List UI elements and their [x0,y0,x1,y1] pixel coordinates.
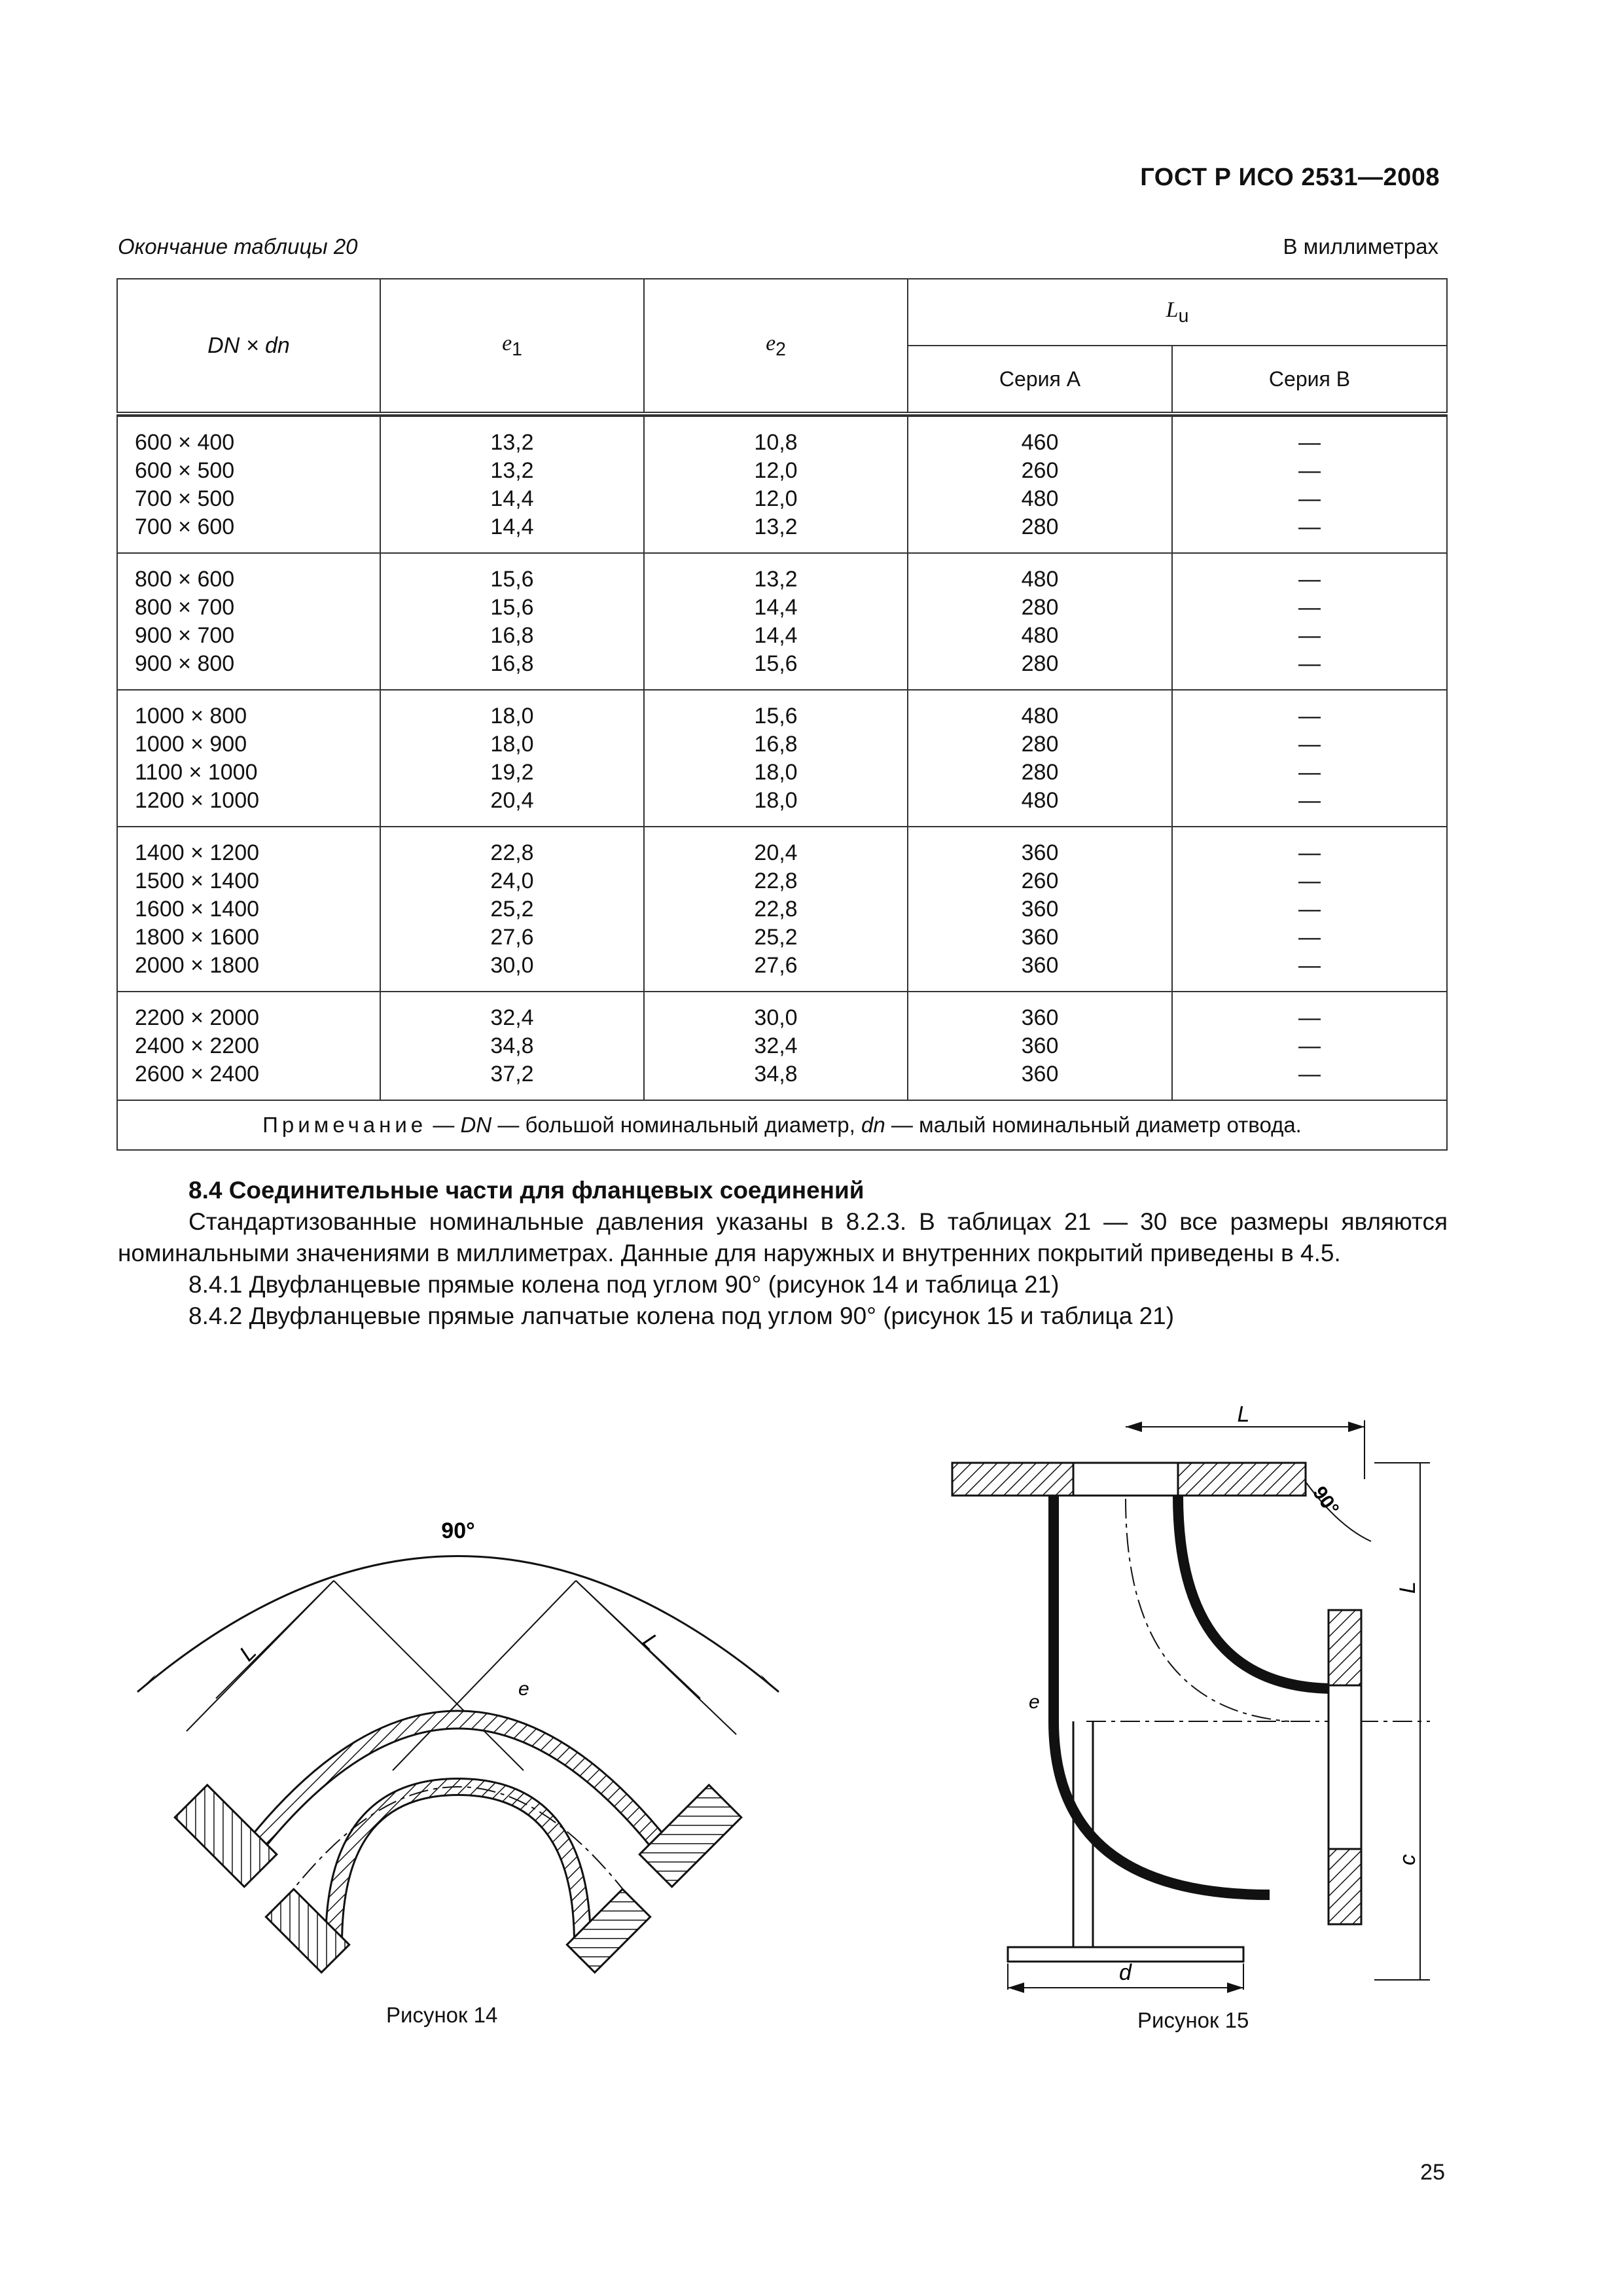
table-cell-value: 25,2 [490,897,534,922]
table-cell [908,690,1172,827]
table-cell [908,827,1172,992]
table-cell-value: — [1298,732,1321,757]
table-cell-value: 16,8 [490,623,534,648]
table-cell-value: 480 [1021,567,1059,592]
table-cell-value: 14,4 [754,623,798,648]
table-cell-value: 280 [1021,595,1059,620]
table-cell-value: 14,4 [490,486,534,511]
table-cell-value: — [1298,760,1321,785]
table-cell-value: 24,0 [490,869,534,893]
table-cell-value: 22,8 [490,840,534,865]
table-cell [644,416,908,553]
table-cell-value: 700 × 500 [135,486,235,511]
table-cell-value: 480 [1021,704,1059,728]
table-cell-value: 1200 × 1000 [135,788,260,813]
table-cell [1172,553,1447,690]
table-cell-value: — [1298,514,1321,539]
table-cell [380,992,644,1100]
dim-c: c [1395,1854,1420,1865]
table-cell-value: — [1298,623,1321,648]
table-cell-value: — [1298,953,1321,978]
table-cell-value: 32,4 [754,1033,798,1058]
table-cell [908,553,1172,690]
table-cell [117,992,380,1100]
table-cell-value: 480 [1021,788,1059,813]
table-cell-value: — [1298,1062,1321,1086]
table-cell-value: 360 [1021,1005,1059,1030]
table-cell [908,992,1172,1100]
table-cell-value: 1600 × 1400 [135,897,260,922]
table-cell-value: 34,8 [754,1062,798,1086]
table-cell-value: — [1298,595,1321,620]
angle-arc [137,1556,779,1693]
table-cell [380,690,644,827]
section-item-8-4-1: 8.4.1 Двуфланцевые прямые колена под углом 90° (рисунок 14 и таблица 21) [188,1271,1060,1298]
table-cell [117,690,380,827]
table-cell-value: 25,2 [754,925,798,950]
table-cell [117,553,380,690]
table-cell-value: 480 [1021,623,1059,648]
table-cell-value: 18,0 [490,732,534,757]
table-cell-value: 14,4 [490,514,534,539]
table-cell-value: 260 [1021,869,1059,893]
table-note: Примечание — DN — большой номинальный диаметр, dn — малый номинальный диаметр отвода. [117,1100,1447,1150]
table-cell-value: 15,6 [754,704,798,728]
table-cell-value: — [1298,430,1321,455]
table-cell-value: 32,4 [490,1005,534,1030]
table-cell-value: 13,2 [490,458,534,483]
table-note-row [117,1100,1447,1150]
table-cell-value: 460 [1021,430,1059,455]
table-cell-value: 280 [1021,514,1059,539]
table-cell-value: 22,8 [754,869,798,893]
table-row-group [117,690,1447,827]
table-cell-value: 16,8 [490,651,534,676]
table-cell-value: 16,8 [754,732,798,757]
table-row-group [117,827,1447,992]
table-cell [1172,416,1447,553]
table-cell [644,553,908,690]
table-cell [380,416,644,553]
table-cell [380,827,644,992]
table-cell-value: 360 [1021,840,1059,865]
table-cell-value: 37,2 [490,1062,534,1086]
table-cell-value: 260 [1021,458,1059,483]
table-cell-value: 18,0 [490,704,534,728]
table-cell-value: 360 [1021,925,1059,950]
table-cell-value: 1000 × 800 [135,704,247,728]
angle-label: 90° [441,1518,475,1543]
table-cell-value: — [1298,651,1321,676]
table-row-group [117,553,1447,690]
figure-15-drawing [942,1401,1440,1990]
table-cell-value: 900 × 800 [135,651,235,676]
table-cell-value: 280 [1021,651,1059,676]
figure-15-d-dimension [1008,1947,1270,1993]
table-cell-value: 13,2 [754,567,798,592]
table-cell-value: 480 [1021,486,1059,511]
table-caption: Окончание таблицы 20 [118,234,358,259]
table-cell-value: 13,2 [490,430,534,455]
table-cell-value: — [1298,567,1321,592]
table-cell [117,416,380,553]
section-paragraph: Стандартизованные номинальные давления указаны в 8.2.3. В таблицах 21 — 30 все размеры являются номинальными значениями в миллиметрах. Данные для наружных и внутренних покрытий приведены в 4.5. [118,1208,1448,1266]
dim-L-top: L [1237,1402,1250,1427]
table-cell-value: 14,4 [754,595,798,620]
table-cell-value: 900 × 700 [135,623,235,648]
table-cell-value: 20,4 [754,840,798,865]
table-cell-value: 19,2 [490,760,534,785]
table-cell-value: 15,6 [490,567,534,592]
table-cell-value: 360 [1021,1062,1059,1086]
table-cell-value: 1400 × 1200 [135,840,260,865]
page-number: 25 [1420,2160,1445,2185]
table-cell-value: 1800 × 1600 [135,925,260,950]
col-header-e2: $e_2$ [644,279,908,414]
table-cell-value: — [1298,458,1321,483]
dim-e: e [518,1678,529,1700]
table-cell-value: — [1298,704,1321,728]
table-cell [1172,690,1447,827]
col-header-series-a: Серия A [908,346,1172,414]
table-units: В миллиметрах [1283,234,1438,259]
table-cell-value: 15,6 [490,595,534,620]
table-cell-value: — [1298,925,1321,950]
table-cell [644,690,908,827]
table-cell-value: 13,2 [754,514,798,539]
table-cell-value: 30,0 [754,1005,798,1030]
table-cell [644,992,908,1100]
table-cell-value: 2200 × 2000 [135,1005,260,1030]
section-item-8-4-2: 8.4.2 Двуфланцевые прямые лапчатые колена под углом 90° (рисунок 15 и таблица 21) [188,1302,1175,1329]
table-cell [644,827,908,992]
section-8-4 [118,1175,1448,1332]
table-cell-value: — [1298,1005,1321,1030]
table-cell-value: 12,0 [754,486,798,511]
table-cell-value: 360 [1021,1033,1059,1058]
table-row-group [117,416,1447,553]
table-cell-value: 12,0 [754,458,798,483]
table-row-group [117,992,1447,1100]
col-header-dn: DN × dn [117,279,380,414]
table-cell [1172,992,1447,1100]
table-cell-value: — [1298,869,1321,893]
table-cell-value: 34,8 [490,1033,534,1058]
table-cell-value: 1500 × 1400 [135,869,260,893]
table-cell-value: 280 [1021,760,1059,785]
section-title: 8.4 Соединительные части для фланцевых соединений [188,1177,865,1204]
figure-14-drawing [118,1499,812,1983]
table-cell-value: 1000 × 900 [135,732,247,757]
table-cell-value: — [1298,1033,1321,1058]
table-cell-value: 2600 × 2400 [135,1062,260,1086]
table-cell-value: 20,4 [490,788,534,813]
table-cell-value: — [1298,897,1321,922]
dim-d: d [1119,1960,1132,1985]
table-cell-value: 700 × 600 [135,514,235,539]
dim-L-right: L [637,1628,664,1656]
table-cell [117,827,380,992]
dim-e-15: e [1029,1691,1040,1713]
table-cell-value: 18,0 [754,788,798,813]
table-cell-value: 10,8 [754,430,798,455]
table-cell-value: 280 [1021,732,1059,757]
figure-14-caption: Рисунок 14 [386,2003,498,2027]
table-cell-value: 360 [1021,897,1059,922]
table-cell-value: 600 × 400 [135,430,235,455]
col-header-e1: $e_1$ [380,279,644,414]
table-cell-value: 800 × 700 [135,595,235,620]
col-header-series-b: Серия B [1172,346,1447,414]
table-cell-value: 800 × 600 [135,567,235,592]
figure-15-caption: Рисунок 15 [1137,2008,1249,2032]
dim-L-left: L [234,1640,262,1666]
table-cell-value: 2400 × 2200 [135,1033,260,1058]
dimensions-table [116,278,1448,1151]
col-header-lu: $L_u$ [908,279,1447,346]
table-cell-value: — [1298,840,1321,865]
document-header: ГОСТ Р ИСО 2531—2008 [1140,164,1440,191]
table-cell-value: 15,6 [754,651,798,676]
table-cell-value: 360 [1021,953,1059,978]
table-cell-value: 22,8 [754,897,798,922]
table-cell-value: — [1298,788,1321,813]
table-cell [908,416,1172,553]
table-cell-value: 27,6 [490,925,534,950]
table-cell-value: 2000 × 1800 [135,953,260,978]
table-cell [1172,827,1447,992]
table-cell-value: 600 × 500 [135,458,235,483]
table-cell-value: — [1298,486,1321,511]
table-cell-value: 27,6 [754,953,798,978]
table-cell-value: 30,0 [490,953,534,978]
table-cell-value: 1100 × 1000 [135,760,258,785]
angle-label-15: 90° [1308,1482,1344,1520]
dim-L-side: L [1395,1581,1420,1594]
table-cell-value: 18,0 [754,760,798,785]
table-cell [380,553,644,690]
